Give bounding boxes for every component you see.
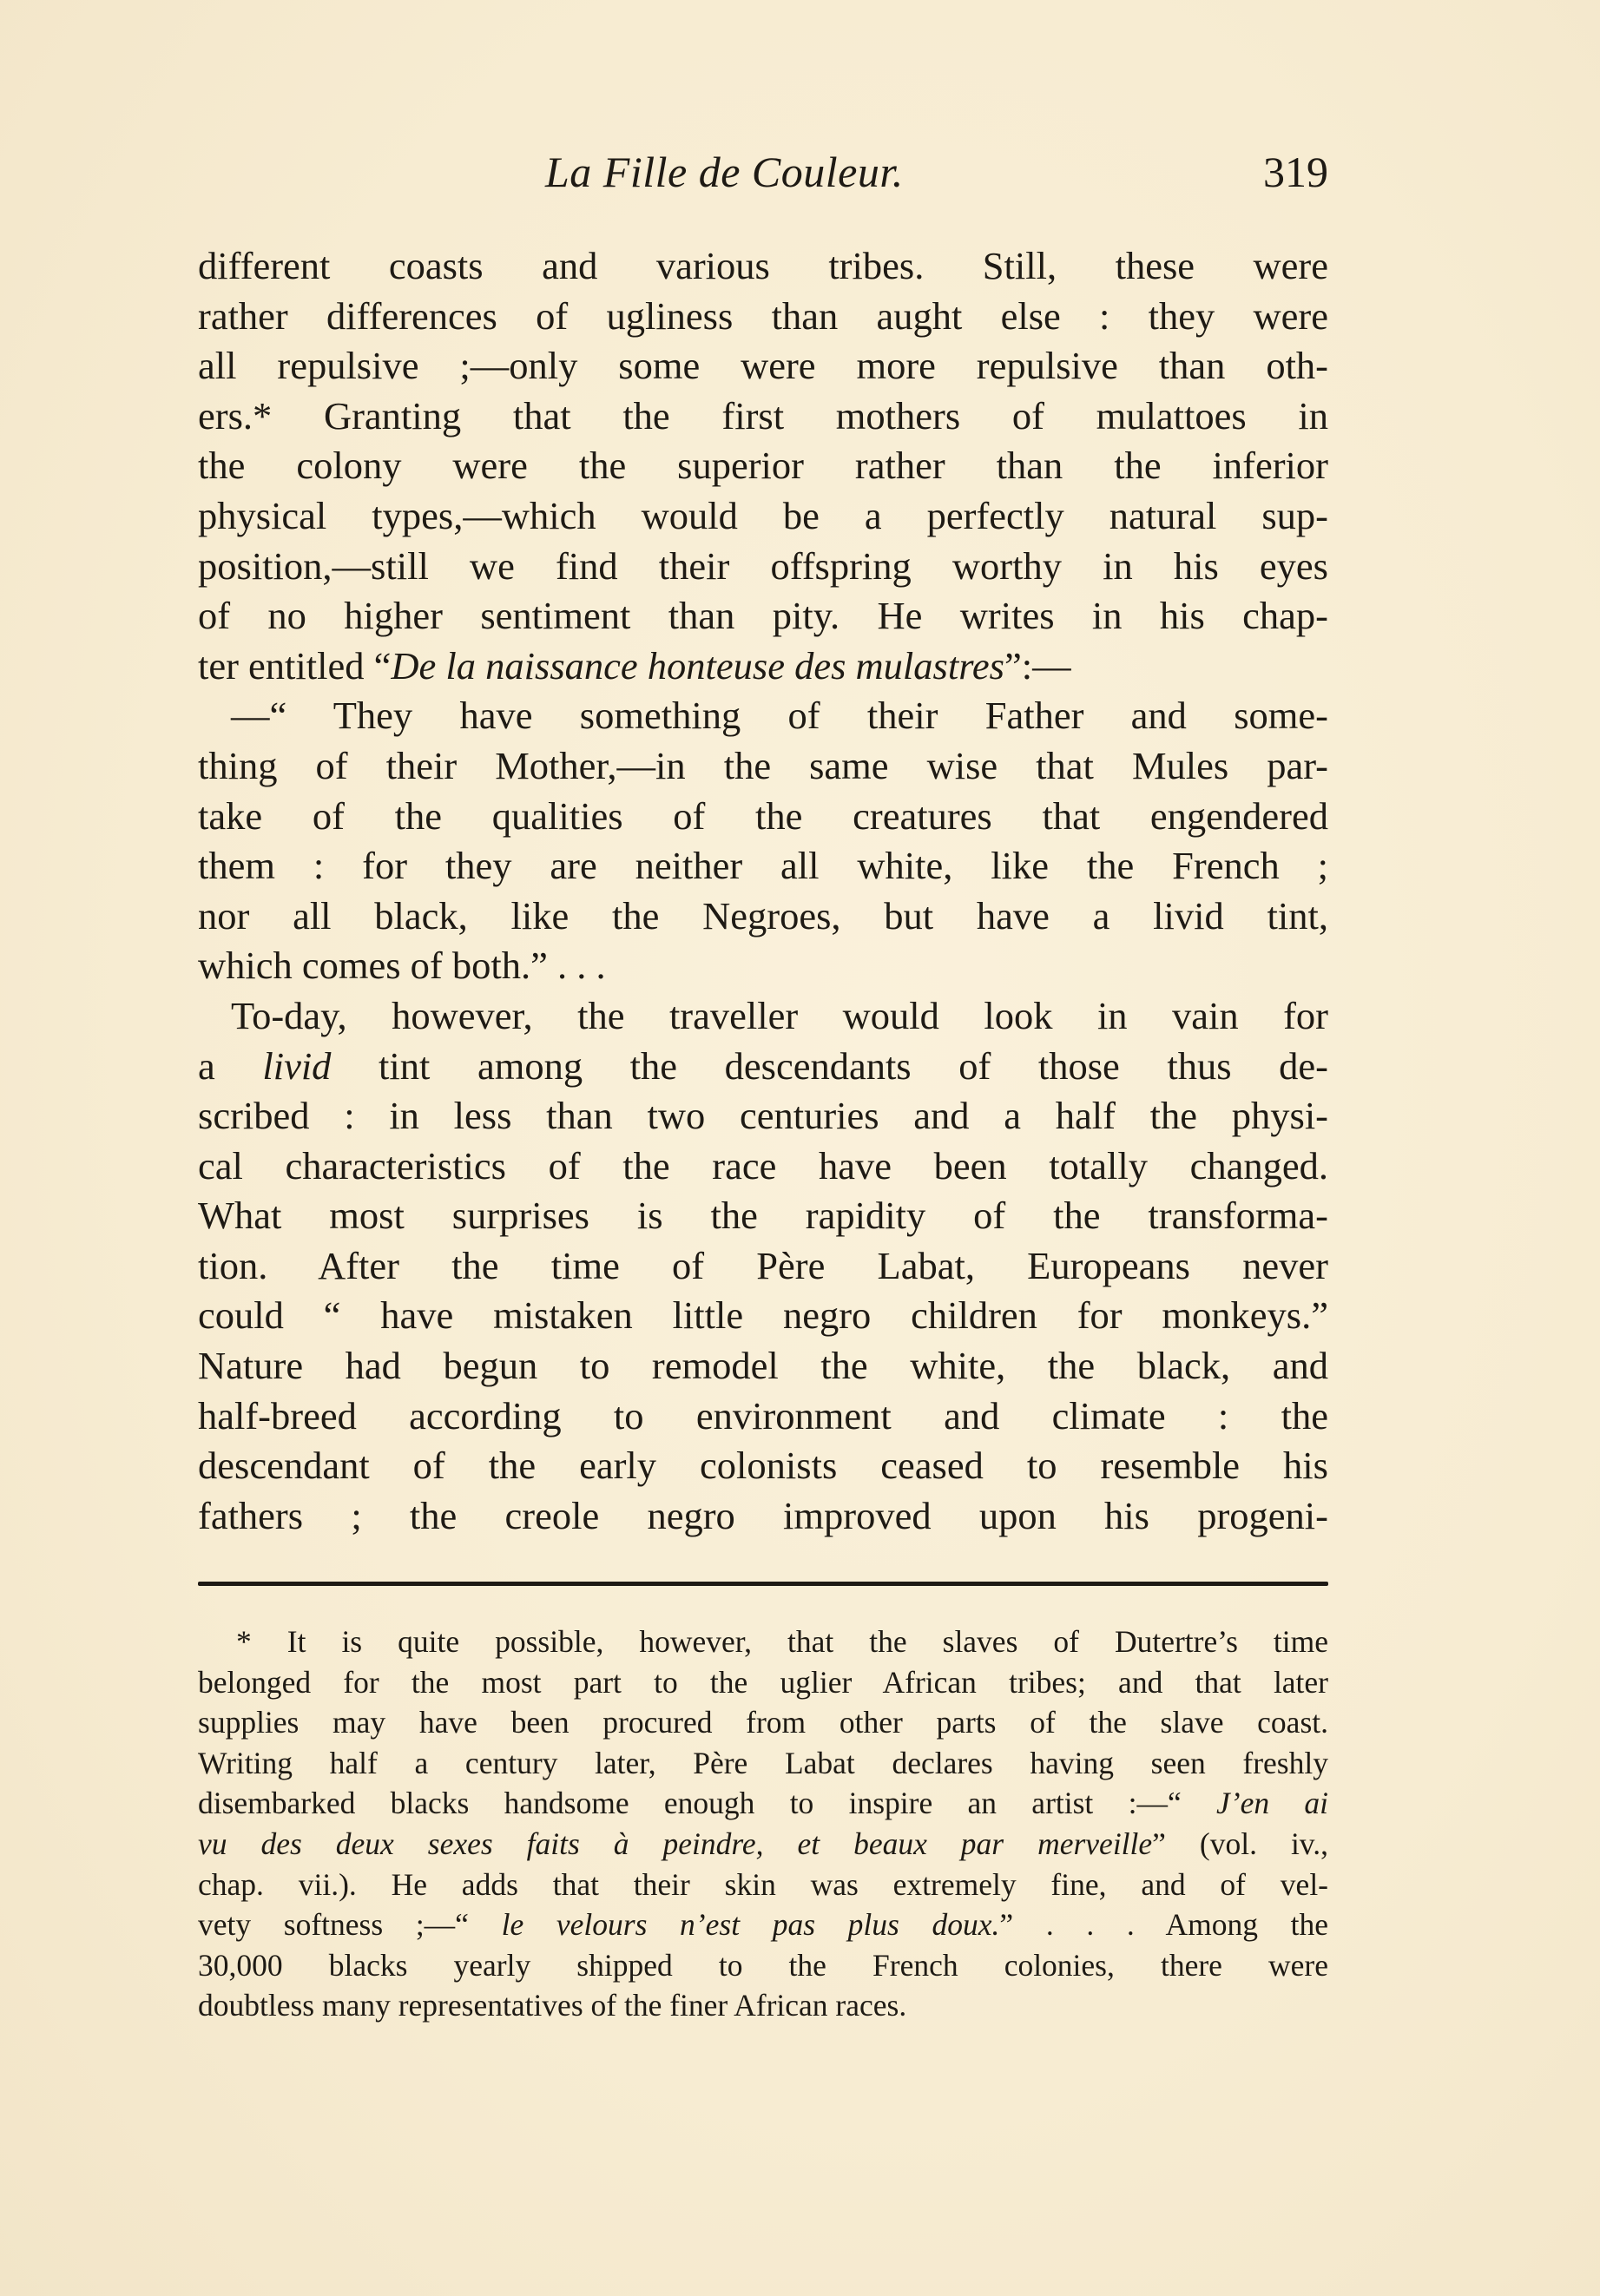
text-line: ers.* Granting that the first mothers of mulattoes in — [198, 393, 1328, 437]
text-line: position,—still we find their offspring worthy in his eyes — [198, 543, 1328, 588]
text-line: rather differences of ugliness than aught else : they were — [198, 293, 1328, 338]
text-line: Nature had begun to remodel the white, the black, and — [198, 1344, 1328, 1388]
footnote-line: belonged for the most part to the uglier African tribes; and that later — [198, 1664, 1328, 1700]
text-line: the colony were the superior rather than the inferior — [198, 444, 1328, 488]
text-fragment: vety softness ;—“ — [198, 1907, 502, 1943]
footnote-line — [198, 1783, 1328, 1824]
footnote-divider — [198, 1582, 1328, 1586]
text-fragment: disembarked blacks handsome enough to inspire an artist :—“ — [198, 1786, 1216, 1821]
text-line: What most surprises is the rapidity of the transforma- — [198, 1194, 1328, 1238]
footnote-line — [198, 1824, 1328, 1865]
text-line: half-breed according to environment and climate : the — [198, 1393, 1328, 1437]
page-header — [198, 146, 1328, 207]
french-quote-italic: vu des deux sexes faits à peindre, et beaux par merveille — [198, 1826, 1153, 1861]
footnote-line: supplies may have been procured from other parts of the slave coast. — [198, 1705, 1328, 1740]
text-fragment: ” (vol. iv., — [1152, 1826, 1328, 1861]
text-line: tion. After the time of Père Labat, Europeans never — [198, 1243, 1328, 1287]
running-title: La Fille de Couleur. — [545, 148, 904, 196]
text-line: To-day, however, the traveller would look in vain for — [231, 993, 1328, 1037]
text-line: nor all black, like the Negroes, but have a livid tint, — [198, 893, 1328, 937]
body-text — [198, 241, 1328, 1541]
french-quote-italic: le velours n’est pas plus doux. — [501, 1907, 1000, 1943]
footnote-line: * It is quite possible, however, that the slaves of Dutertre’s time — [236, 1624, 1328, 1659]
footnote-line: Writing half a century later, Père Labat declares having seen freshly — [198, 1745, 1328, 1780]
text-line: cal characteristics of the race have been totally changed. — [198, 1143, 1328, 1187]
footnote-line — [198, 1905, 1328, 1945]
text-line: take of the qualities of the creatures that engendered — [198, 793, 1328, 838]
text-line: scribed : in less than two centuries and a half the physi- — [198, 1094, 1328, 1138]
text-line: fathers ; the creole negro improved upon his progeni- — [198, 1493, 1328, 1537]
text-line: physical types,—which would be a perfectly natural sup- — [198, 493, 1328, 537]
text-line — [198, 641, 1328, 692]
text-line: could “ have mistaken little negro children for monkeys.” — [198, 1293, 1328, 1338]
footnote — [198, 1622, 1328, 2026]
text-line: all repulsive ;—only some were more repulsive than oth- — [198, 344, 1328, 388]
french-quote-italic: J’en ai — [1216, 1786, 1328, 1821]
footnote-line: doubtless many representatives of the finer African races. — [198, 1988, 907, 2023]
text-fragment: tint among the descendants of those thus de- — [331, 1043, 1328, 1088]
text-fragment: ” . . . Among the — [999, 1907, 1328, 1943]
footnote-line: chap. vii.). He adds that their skin was extremely fine, and of vel- — [198, 1866, 1328, 1902]
italic-word: livid — [262, 1043, 332, 1088]
text-line: of no higher sentiment than pity. He writes in his chap- — [198, 594, 1328, 638]
text-line — [198, 1042, 1328, 1092]
text-line: thing of their Mother,—in the same wise that Mules par- — [198, 743, 1328, 787]
text-fragment: a — [198, 1043, 263, 1088]
text-line: them : for they are neither all white, like the French ; — [198, 844, 1328, 888]
text-line: which comes of both.” . . . — [198, 944, 606, 988]
footnote-line: 30,000 blacks yearly shipped to the French colonies, there were — [198, 1947, 1328, 1983]
text-line: different coasts and various tribes. Still, these were — [198, 244, 1328, 287]
text-fragment: ter entitled “ — [198, 643, 392, 687]
text-line: —“ They have something of their Father and some- — [231, 694, 1328, 738]
chapter-title-italic: De la naissance honteuse des mulastres — [391, 643, 1004, 687]
text-line: descendant of the early colonists ceased to resemble his — [198, 1444, 1328, 1488]
text-fragment: ”:— — [1004, 643, 1071, 687]
page-number: 319 — [1263, 148, 1328, 196]
